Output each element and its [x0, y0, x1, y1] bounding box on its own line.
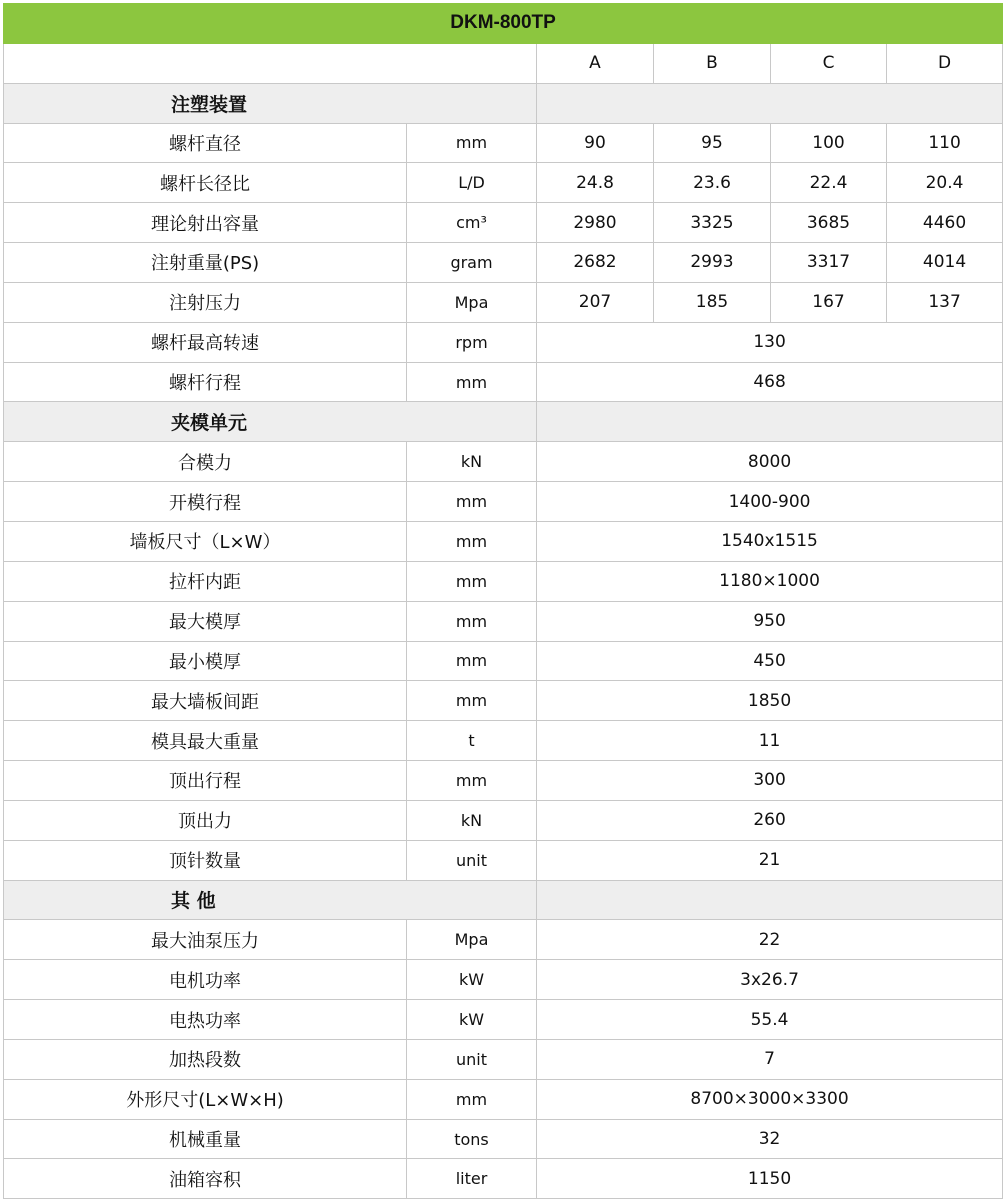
column-header-c: C	[771, 43, 887, 83]
row-unit: mm	[407, 482, 537, 522]
row-label: 注射压力	[4, 282, 407, 322]
row-value: 950	[537, 601, 1003, 641]
table-row	[4, 1000, 1003, 1040]
row-unit: gram	[407, 243, 537, 283]
row-value: 11	[537, 721, 1003, 761]
row-value-b: 3325	[654, 203, 771, 243]
column-header-row	[4, 43, 1003, 83]
row-unit: unit	[407, 1039, 537, 1079]
row-value-c: 100	[771, 123, 887, 163]
section-title: 注塑装置	[4, 83, 537, 123]
row-value-a: 90	[537, 123, 654, 163]
row-value: 300	[537, 761, 1003, 801]
row-value: 260	[537, 800, 1003, 840]
table-row	[4, 322, 1003, 362]
row-label: 合模力	[4, 442, 407, 482]
row-label: 墙板尺寸（L×W）	[4, 521, 407, 561]
row-label: 顶针数量	[4, 840, 407, 880]
row-value-d: 110	[887, 123, 1003, 163]
row-value: 32	[537, 1119, 1003, 1159]
row-value: 1150	[537, 1159, 1003, 1199]
row-unit: mm	[407, 641, 537, 681]
row-value-c: 22.4	[771, 163, 887, 203]
row-label: 最大油泵压力	[4, 920, 407, 960]
table-row	[4, 1119, 1003, 1159]
row-value: 8700×3000×3300	[537, 1079, 1003, 1119]
table-row	[4, 482, 1003, 522]
column-header-blank	[4, 43, 537, 83]
row-value: 22	[537, 920, 1003, 960]
table-title: DKM-800TP	[4, 4, 1003, 44]
row-value-c: 3685	[771, 203, 887, 243]
row-unit: mm	[407, 681, 537, 721]
row-unit: kN	[407, 800, 537, 840]
row-value: 130	[537, 322, 1003, 362]
row-label: 螺杆长径比	[4, 163, 407, 203]
row-label: 顶出行程	[4, 761, 407, 801]
row-value-b: 2993	[654, 243, 771, 283]
row-label: 拉杆内距	[4, 561, 407, 601]
row-value: 1850	[537, 681, 1003, 721]
row-value: 1180×1000	[537, 561, 1003, 601]
row-value: 55.4	[537, 1000, 1003, 1040]
row-value: 8000	[537, 442, 1003, 482]
section-header-row	[4, 402, 1003, 442]
row-value: 3x26.7	[537, 960, 1003, 1000]
row-unit: mm	[407, 123, 537, 163]
section-title: 夹模单元	[4, 402, 537, 442]
table-row	[4, 1079, 1003, 1119]
row-value: 7	[537, 1039, 1003, 1079]
row-value: 1400-900	[537, 482, 1003, 522]
row-unit: tons	[407, 1119, 537, 1159]
row-value-d: 4460	[887, 203, 1003, 243]
column-header-b: B	[654, 43, 771, 83]
column-header-a: A	[537, 43, 654, 83]
row-label: 油箱容积	[4, 1159, 407, 1199]
row-unit: mm	[407, 362, 537, 402]
table-row	[4, 203, 1003, 243]
table-row	[4, 521, 1003, 561]
row-value-c: 3317	[771, 243, 887, 283]
table-row	[4, 601, 1003, 641]
row-label: 电机功率	[4, 960, 407, 1000]
row-label: 模具最大重量	[4, 721, 407, 761]
row-value: 468	[537, 362, 1003, 402]
column-header-d: D	[887, 43, 1003, 83]
row-unit: mm	[407, 561, 537, 601]
row-value-c: 167	[771, 282, 887, 322]
table-row	[4, 800, 1003, 840]
row-unit: kW	[407, 960, 537, 1000]
table-row	[4, 243, 1003, 283]
table-row	[4, 282, 1003, 322]
section-header-row	[4, 880, 1003, 920]
row-label: 顶出力	[4, 800, 407, 840]
row-value-a: 207	[537, 282, 654, 322]
table-row	[4, 641, 1003, 681]
row-value-b: 95	[654, 123, 771, 163]
table-row	[4, 1159, 1003, 1199]
row-value: 21	[537, 840, 1003, 880]
table-row	[4, 442, 1003, 482]
table-row	[4, 1039, 1003, 1079]
row-unit: liter	[407, 1159, 537, 1199]
row-unit: mm	[407, 521, 537, 561]
row-label: 外形尺寸(L×W×H)	[4, 1079, 407, 1119]
row-unit: t	[407, 721, 537, 761]
row-unit: cm³	[407, 203, 537, 243]
row-unit: L/D	[407, 163, 537, 203]
row-value: 1540x1515	[537, 521, 1003, 561]
section-title: 其 他	[4, 880, 537, 920]
row-unit: mm	[407, 761, 537, 801]
row-value-a: 2980	[537, 203, 654, 243]
row-value-d: 20.4	[887, 163, 1003, 203]
row-label: 螺杆最高转速	[4, 322, 407, 362]
title-row	[4, 4, 1003, 44]
table-row	[4, 163, 1003, 203]
row-label: 加热段数	[4, 1039, 407, 1079]
row-unit: mm	[407, 1079, 537, 1119]
row-unit: mm	[407, 601, 537, 641]
table-row	[4, 561, 1003, 601]
table-row	[4, 761, 1003, 801]
row-unit: kN	[407, 442, 537, 482]
section-filler	[537, 880, 1003, 920]
row-unit: kW	[407, 1000, 537, 1040]
table-row	[4, 123, 1003, 163]
row-value-b: 23.6	[654, 163, 771, 203]
row-label: 最大模厚	[4, 601, 407, 641]
row-value-a: 2682	[537, 243, 654, 283]
section-filler	[537, 83, 1003, 123]
row-label: 最大墙板间距	[4, 681, 407, 721]
row-value-b: 185	[654, 282, 771, 322]
spec-table	[3, 3, 1003, 1199]
row-value-d: 4014	[887, 243, 1003, 283]
row-unit: rpm	[407, 322, 537, 362]
table-row	[4, 960, 1003, 1000]
table-row	[4, 920, 1003, 960]
row-value-a: 24.8	[537, 163, 654, 203]
row-unit: Mpa	[407, 282, 537, 322]
section-header-row	[4, 83, 1003, 123]
row-label: 螺杆直径	[4, 123, 407, 163]
table-row	[4, 721, 1003, 761]
row-label: 理论射出容量	[4, 203, 407, 243]
row-unit: unit	[407, 840, 537, 880]
row-value-d: 137	[887, 282, 1003, 322]
table-row	[4, 362, 1003, 402]
table-row	[4, 681, 1003, 721]
row-label: 注射重量(PS)	[4, 243, 407, 283]
row-unit: Mpa	[407, 920, 537, 960]
row-label: 螺杆行程	[4, 362, 407, 402]
table-row	[4, 840, 1003, 880]
row-label: 电热功率	[4, 1000, 407, 1040]
row-label: 最小模厚	[4, 641, 407, 681]
section-filler	[537, 402, 1003, 442]
row-value: 450	[537, 641, 1003, 681]
row-label: 开模行程	[4, 482, 407, 522]
row-label: 机械重量	[4, 1119, 407, 1159]
